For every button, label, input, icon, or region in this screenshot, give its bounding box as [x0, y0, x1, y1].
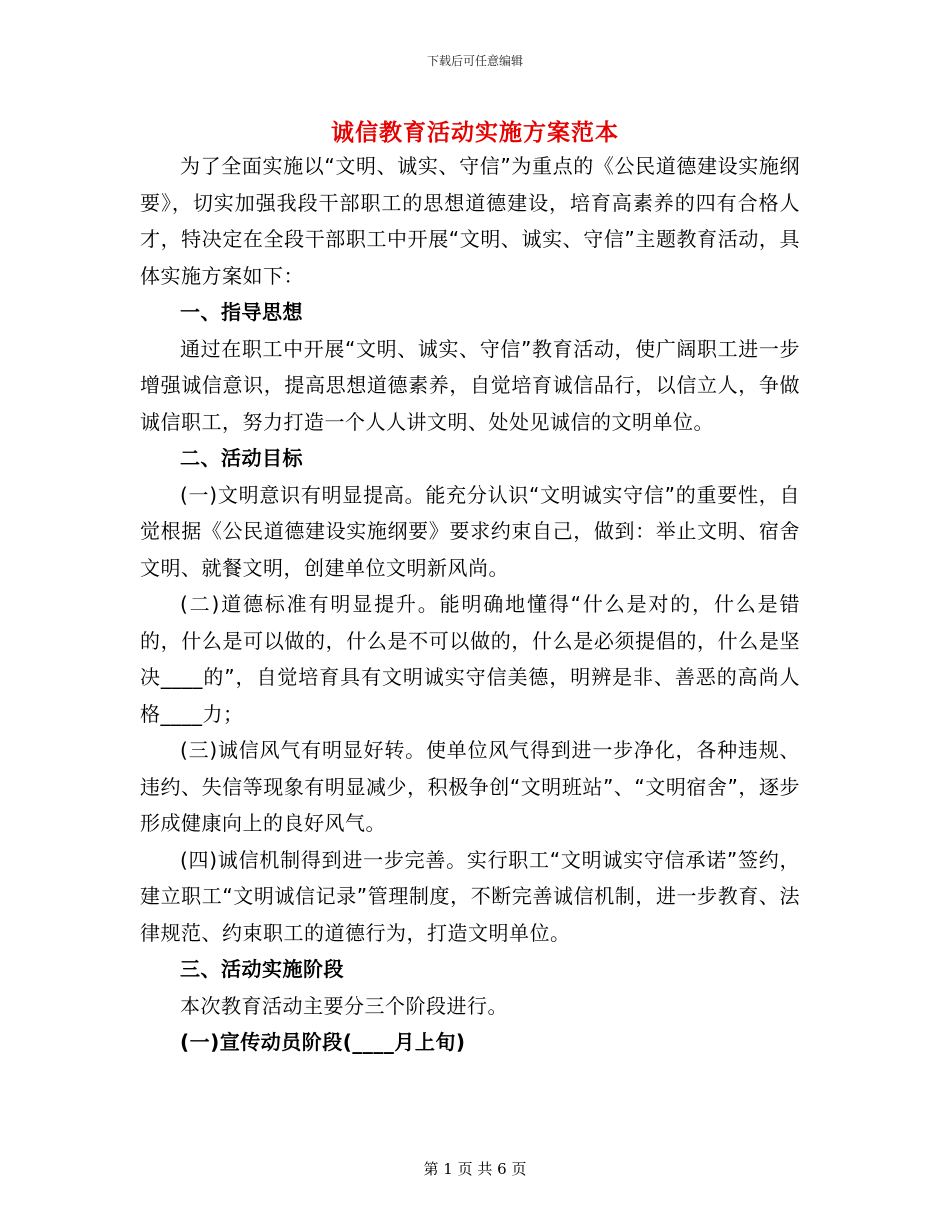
subsection-heading: (一)宣传动员阶段(____月上旬)	[180, 1030, 466, 1054]
document-body	[140, 148, 800, 1061]
body-paragraph: 本次教育活动主要分三个阶段进行。	[180, 993, 508, 1018]
body-paragraph: (一)文明意识有明显提高。能充分认识“文明诚实守信”的重要性，自觉根据《公民道德建设实施纲要》要求约束自己，做到：举止文明、宿舍文明、就餐文明，创建单位文明新风尚。	[140, 482, 800, 580]
intro-paragraph: 为了全面实施以“文明、诚实、守信”为重点的《公民道德建设实施纲要》，切实加强我段干部职工的思想道德建设，培育高素养的四有合格人才，特决定在全段干部职工中开展“文明、诚实、守信”主题教育活动，具体实施方案如下：	[140, 154, 800, 288]
page-footer: 第 1 页 共 6 页	[423, 1160, 527, 1178]
body-paragraph: (三)诚信风气有明显好转。使单位风气得到进一步净化，各种违规、违约、失信等现象有明显减少，积极争创“文明班站”、“文明宿舍”，逐步形成健康向上的良好风气。	[140, 738, 800, 835]
section-heading: 二、活动目标	[180, 446, 303, 470]
body-paragraph: (二)道德标准有明显提升。能明确地懂得“什么是对的，什么是错的，什么是可以做的，什么是不可以做的，什么是必须提倡的，什么是坚决____的”，自觉培育具有文明诚实守信美德，明辨是非、善恶的高尚人格____力；	[140, 592, 800, 726]
page-header: 下载后可任意编辑	[426, 54, 523, 68]
section-heading: 三、活动实施阶段	[180, 957, 344, 981]
body-paragraph: 通过在职工中开展“文明、诚实、守信”教育活动，使广阔职工进一步增强诚信意识，提高思想道德素养，自觉培育诚信品行，以信立人，争做诚信职工，努力打造一个人人讲文明、处处见诚信的文明单位。	[140, 336, 800, 434]
section-heading: 一、指导思想	[180, 300, 303, 324]
body-paragraph: (四)诚信机制得到进一步完善。实行职工“文明诚实守信承诺”签约，建立职工“文明诚信记录”管理制度，不断完善诚信机制，进一步教育、法律规范、约束职工的道德行为，打造文明单位。	[140, 847, 800, 945]
document-title: 诚信教育活动实施方案范本	[331, 120, 619, 146]
